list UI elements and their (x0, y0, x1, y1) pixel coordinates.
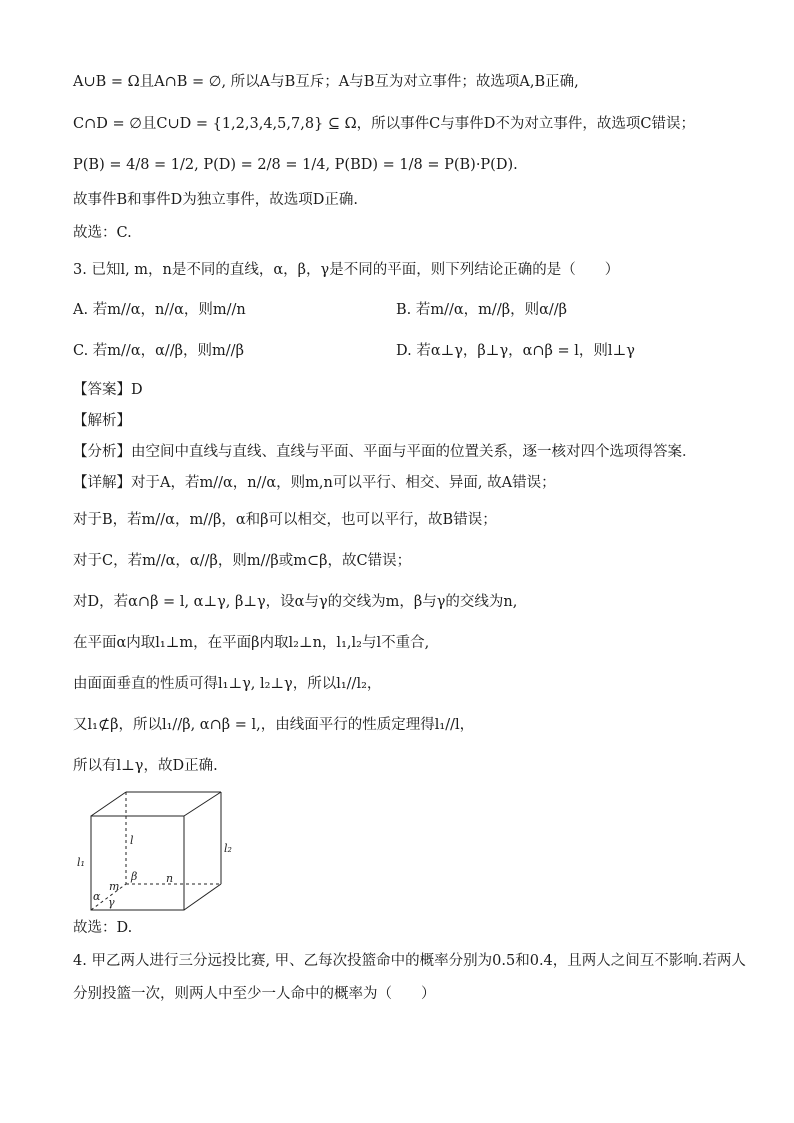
text-line: 故事件B和事件D为独立事件，故选项D正确. (73, 192, 359, 208)
text-line: 故选：C. (73, 225, 132, 241)
label-m: m (109, 880, 120, 893)
text-line: 所以有l⊥γ，故D正确. (73, 758, 218, 774)
answer-tag: 【答案】D (73, 382, 143, 398)
cube-edge (184, 792, 221, 816)
option-d: D. 若α⊥γ，β⊥γ，α∩β = l，则l⊥γ (396, 343, 635, 359)
analysis-tag: 【解析】 (73, 413, 131, 429)
text-line: 在平面α内取l₁⊥m，在平面β内取l₂⊥n，l₁,l₂与l不重合, (73, 635, 430, 651)
text-line: 【分析】由空间中直线与直线、直线与平面、平面与平面的位置关系，逐一核对四个选项得答案． (73, 444, 697, 460)
label-alpha: α (93, 890, 101, 903)
option-c: C. 若m//α，α//β，则m//β (73, 343, 244, 359)
question-4-stem-cont: 分别投篮一次，则两人中至少一人命中的概率为（ ） (73, 986, 436, 1002)
question-3-stem: 3. 已知l, m，n是不同的直线，α，β，γ是不同的平面，则下列结论正确的是（ ） (73, 262, 620, 278)
text-line: 对于B，若m//α，m//β，α和β可以相交，也可以平行，故B错误； (73, 512, 497, 528)
text-line: C∩D = ∅且C∪D = {1,2,3,4,5,7,8} ⊆ Ω，所以事件C与事件D不为对立事件，故选项C错误； (73, 116, 695, 132)
text-line: 对于C，若m//α，α//β，则m//β或m⊂β，故C错误； (73, 553, 412, 569)
label-n: n (166, 872, 174, 885)
option-b: B. 若m//α，m//β，则α//β (396, 302, 568, 318)
cube-front-face (91, 816, 184, 910)
label-gamma: γ (108, 896, 115, 909)
label-l2: l₂ (224, 842, 232, 855)
cube-figure (76, 786, 246, 914)
text-line: 又l₁⊄β，所以l₁//β, α∩β = l,，由线面平行的性质定理得l₁//l， (73, 717, 475, 733)
text-line: 对D，若α∩β = l, α⊥γ, β⊥γ，设α与γ的交线为m，β与γ的交线为n, (73, 594, 518, 610)
cube-edge (91, 792, 126, 816)
formula-line: P(B) = 4/8 = 1/2, P(D) = 2/8 = 1/4, P(BD) = 1/8 = P(B)·P(D). (73, 157, 518, 173)
cube-edge (184, 884, 221, 910)
option-a: A. 若m//α，n//α，则m//n (73, 302, 246, 318)
text-line: 【详解】对于A，若m//α，n//α，则m,n可以平行、相交、异面, 故A错误； (73, 475, 556, 491)
label-l: l (130, 834, 134, 847)
text-line: 故选：D. (73, 920, 133, 936)
question-4-stem: 4. 甲乙两人进行三分远投比赛, 甲、乙每次投篮命中的概率分别为0.5和0.4，且两人之间互不影响.若两人 (73, 953, 746, 969)
text-line: A∪B = Ω且A∩B = ∅, 所以A与B互斥；A与B互为对立事件；故选项A,B正确, (73, 74, 579, 90)
label-l1: l₁ (77, 856, 85, 869)
label-beta: β (131, 870, 138, 883)
text-line: 由面面垂直的性质可得l₁⊥γ, l₂⊥γ，所以l₁//l₂， (73, 676, 382, 692)
